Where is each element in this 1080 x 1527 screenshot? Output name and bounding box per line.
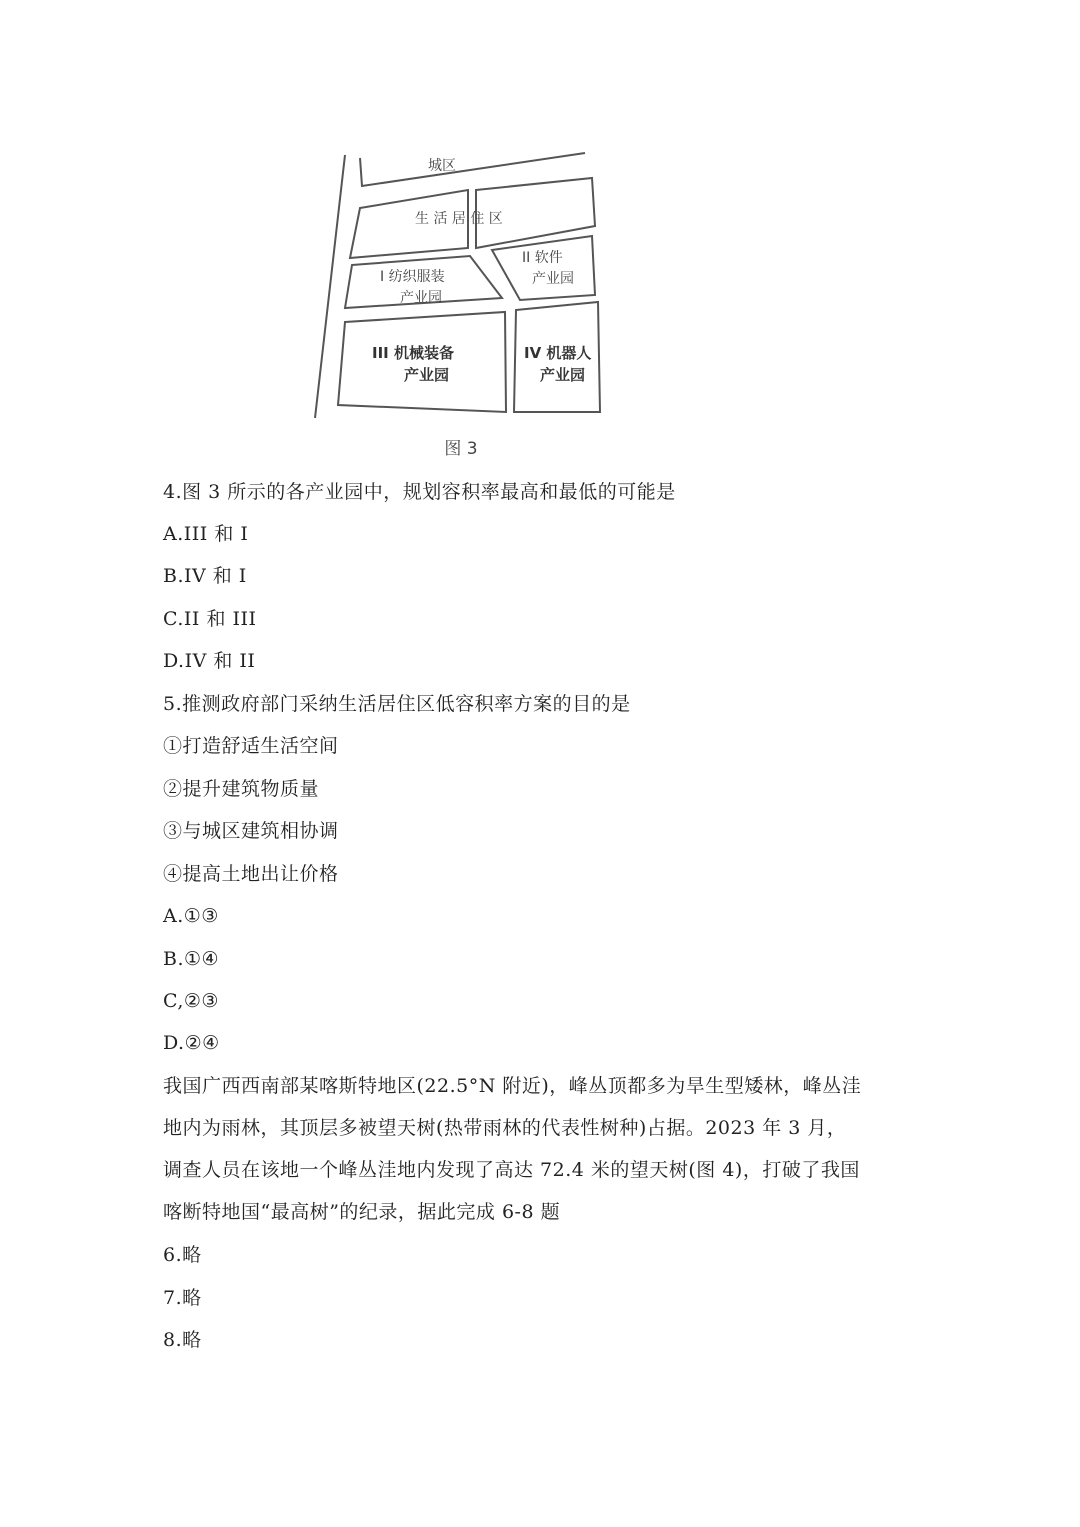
industrial-park-map: [300, 150, 620, 430]
question-5-item-2: ②提升建筑物质量: [163, 778, 320, 800]
label-zone-1-b: 产业园: [400, 290, 442, 306]
question-4-stem: 4.图 3 所示的各产业园中，规划容积率最高和最低的可能是: [163, 481, 676, 503]
label-zone-3-b: 产业园: [404, 366, 450, 384]
label-city: 城区: [428, 158, 456, 174]
question-5-item-1: ①打造舒适生活空间: [163, 735, 339, 757]
question-4-option-d: D.IV 和 II: [163, 650, 256, 672]
question-5-option-d: D.②④: [163, 1032, 220, 1054]
question-4-option-c: C.II 和 III: [163, 608, 257, 630]
label-zone-2-a: II 软件: [522, 250, 563, 266]
question-5-option-b: B.①④: [163, 948, 220, 970]
question-5-item-4: ④提高土地出让价格: [163, 863, 339, 885]
zone-3-block: [338, 312, 506, 412]
label-zone-4-b: 产业园: [540, 366, 586, 384]
figure-3-map: [300, 150, 620, 430]
label-zone-4-a: IV 机器人: [524, 344, 592, 362]
passage-line-1: 我国广西西南部某喀斯特地区(22.5°N 附近)，峰丛顶都多为旱生型矮林，峰丛洼: [163, 1075, 862, 1097]
question-5-item-3: ③与城区建筑相协调: [163, 820, 339, 842]
question-4-option-b: B.IV 和 I: [163, 565, 247, 587]
question-7: 7.略: [163, 1287, 202, 1309]
label-zone-2-b: 产业园: [532, 271, 574, 287]
question-5-stem: 5.推测政府部门采纳生活居住区低容积率方案的目的是: [163, 693, 631, 715]
question-8: 8.略: [163, 1329, 202, 1351]
question-4-option-a: A.III 和 I: [163, 523, 249, 545]
question-5-option-c: C,②③: [163, 990, 219, 1012]
label-zone-1-a: I 纺织服装: [380, 269, 445, 285]
label-residential: 生 活 居 住 区: [415, 211, 503, 227]
question-5-option-a: A.①③: [163, 905, 219, 927]
city-boundary: [360, 153, 585, 186]
label-zone-3-a: III 机械装备: [372, 344, 454, 362]
zone-2-block: [492, 236, 595, 300]
passage-line-4: 喀断特地国“最高树”的纪录，据此完成 6-8 题: [163, 1201, 561, 1223]
passage-line-2: 地内为雨林，其顶层多被望天树(热带雨林的代表性树种)占据。2023 年 3 月，: [163, 1117, 847, 1139]
question-6: 6.略: [163, 1244, 202, 1266]
passage-line-3: 调查人员在该地一个峰丛洼地内发现了高达 72.4 米的望天树(图 4)，打破了我国: [163, 1159, 860, 1181]
figure-caption: 图 3: [444, 439, 478, 459]
